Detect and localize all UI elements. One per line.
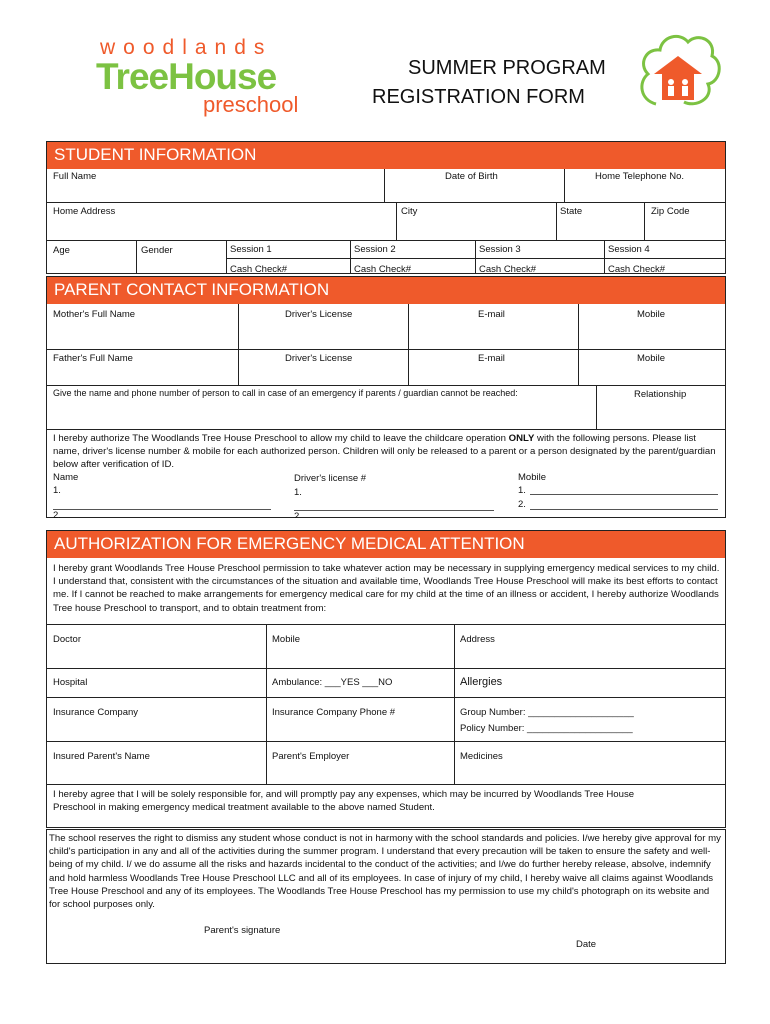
session-1-label: Session 1: [230, 244, 272, 255]
treehouse-icon: [634, 26, 724, 116]
authorized-name-label: Name: [53, 472, 79, 483]
authorized-mobile-label: Mobile: [518, 472, 546, 483]
authorized-license-label: Driver's license #: [294, 473, 367, 484]
authorized-mobile-1-line[interactable]: [530, 494, 718, 495]
authorized-license-1: 1.: [294, 487, 302, 498]
mother-name-label: Mother's Full Name: [53, 309, 136, 320]
authorized-mobile-1: 1.: [518, 485, 526, 496]
form-title-line2: REGISTRATION FORM: [372, 86, 585, 108]
relationship-label: Relationship: [634, 389, 687, 400]
parent-signature-label: Parent's signature: [204, 925, 281, 936]
full-name-label: Full Name: [53, 171, 97, 182]
medical-auth-intro: I hereby grant Woodlands Tree House Preschool permission to take whatever action may be necessary in supplying emergency medical services to my child. I understand that, consistent with the circumstances of the situation and available time, Woodlands Tree House Preschool will make its best efforts to contact me. If I cannot be reached to make arrangements for emergency medical care for my child at the time of an illness or accident, I hereby authorize Woodlands Tree house Preschool to transport, and to obtain treatment from:: [53, 563, 720, 614]
ambulance-label: Ambulance: ___YES ___NO: [272, 677, 393, 688]
insurance-company-label: Insurance Company: [53, 707, 139, 718]
insured-parent-label: Insured Parent's Name: [53, 751, 150, 762]
doctor-address-label: Address: [460, 634, 495, 645]
father-name-label: Father's Full Name: [53, 353, 133, 364]
father-license-label: Driver's License: [285, 353, 353, 364]
logo-woodlands-text: woodlands: [100, 36, 273, 59]
pickup-authorization-text: I hereby authorize The Woodlands Tree House Preschool to allow my child to leave the childcare operation ONLY with the following persons. Please list name, driver's license number & mobile for each authorized person. Children will only be released to a parent or a person designated by the parent/guardian below after verification of ID.: [53, 433, 716, 471]
gender-label: Gender: [141, 245, 173, 256]
parent-info-header: PARENT CONTACT INFORMATION: [46, 276, 725, 304]
authorized-mobile-2-line[interactable]: [530, 509, 718, 510]
authorized-name-2: 2.: [53, 510, 61, 518]
policy-text: The school reserves the right to dismiss any student whose conduct is not in harmony with the school standards and policies. I/we hereby give approval for my child's participation in any and all of the activities during the summer program. I understand that every precaution will be taken to ensure the safety and well-being of my child. I/ we do assume all the risks and hazards incidental to the conduct of the activities; and I/we do further hereby release, absolve, indemnify and hold harmless Woodlands Tree House Preschool LLC and all of its employees. In case of injury of my child, I hereby waive all claims against Woodlands Tree House Preschool and any of its employees. The Woodlands Tree House Preschool has my permission to use my child's photograph on its website and for school purposes only.: [49, 833, 721, 911]
form-title-line1: SUMMER PROGRAM: [408, 57, 606, 79]
policy-number-label: Policy Number: ____________________: [460, 723, 633, 734]
home-phone-label: Home Telephone No.: [595, 171, 685, 182]
home-address-label: Home Address: [53, 206, 116, 217]
date-label: Date: [576, 939, 597, 950]
session-4-label: Session 4: [608, 244, 650, 255]
session-1-payment: Cash Check#: [230, 264, 288, 275]
logo-treehouse-text: TreeHouse: [96, 56, 277, 97]
payment-agreement-text: I hereby agree that I will be solely responsible for, and will promptly pay any expenses, which may be incurred by Woodlands Tree House Preschool in making emergency medical treatment available to the above named Student.: [53, 789, 635, 814]
authorized-license-2: 2.: [294, 511, 302, 518]
session-4-payment: Cash Check#: [608, 264, 666, 275]
medicines-label: Medicines: [460, 751, 503, 762]
hospital-label: Hospital: [53, 677, 88, 688]
parent-employer-label: Parent's Employer: [272, 751, 350, 762]
mother-mobile-label: Mobile: [637, 309, 665, 320]
student-info-header: STUDENT INFORMATION: [46, 141, 725, 169]
session-3-payment: Cash Check#: [479, 264, 537, 275]
logo-preschool-text: preschool: [203, 92, 299, 117]
mother-email-label: E-mail: [478, 309, 505, 320]
insurance-phone-label: Insurance Company Phone #: [272, 707, 396, 718]
father-mobile-label: Mobile: [637, 353, 665, 364]
authorized-license-1-line[interactable]: [294, 510, 494, 511]
session-3-label: Session 3: [479, 244, 521, 255]
zip-label: Zip Code: [651, 206, 690, 217]
doctor-mobile-label: Mobile: [272, 634, 300, 645]
father-email-label: E-mail: [478, 353, 505, 364]
authorized-name-1-line[interactable]: [53, 509, 271, 510]
emergency-contact-label: Give the name and phone number of person to call in case of an emergency if parents / guardian cannot be reached:: [53, 388, 518, 398]
authorized-name-1: 1.: [53, 485, 61, 496]
allergies-label: Allergies: [460, 676, 503, 688]
dob-label: Date of Birth: [445, 171, 498, 182]
session-2-payment: Cash Check#: [354, 264, 412, 275]
session-2-label: Session 2: [354, 244, 396, 255]
city-label: City: [401, 206, 418, 217]
medical-auth-header: AUTHORIZATION FOR EMERGENCY MEDICAL ATTENTION: [46, 530, 725, 558]
state-label: State: [560, 206, 583, 217]
mother-license-label: Driver's License: [285, 309, 353, 320]
authorized-mobile-2: 2.: [518, 499, 526, 510]
age-label: Age: [53, 245, 70, 256]
doctor-label: Doctor: [53, 634, 81, 645]
group-number-label: Group Number: ____________________: [460, 707, 634, 718]
